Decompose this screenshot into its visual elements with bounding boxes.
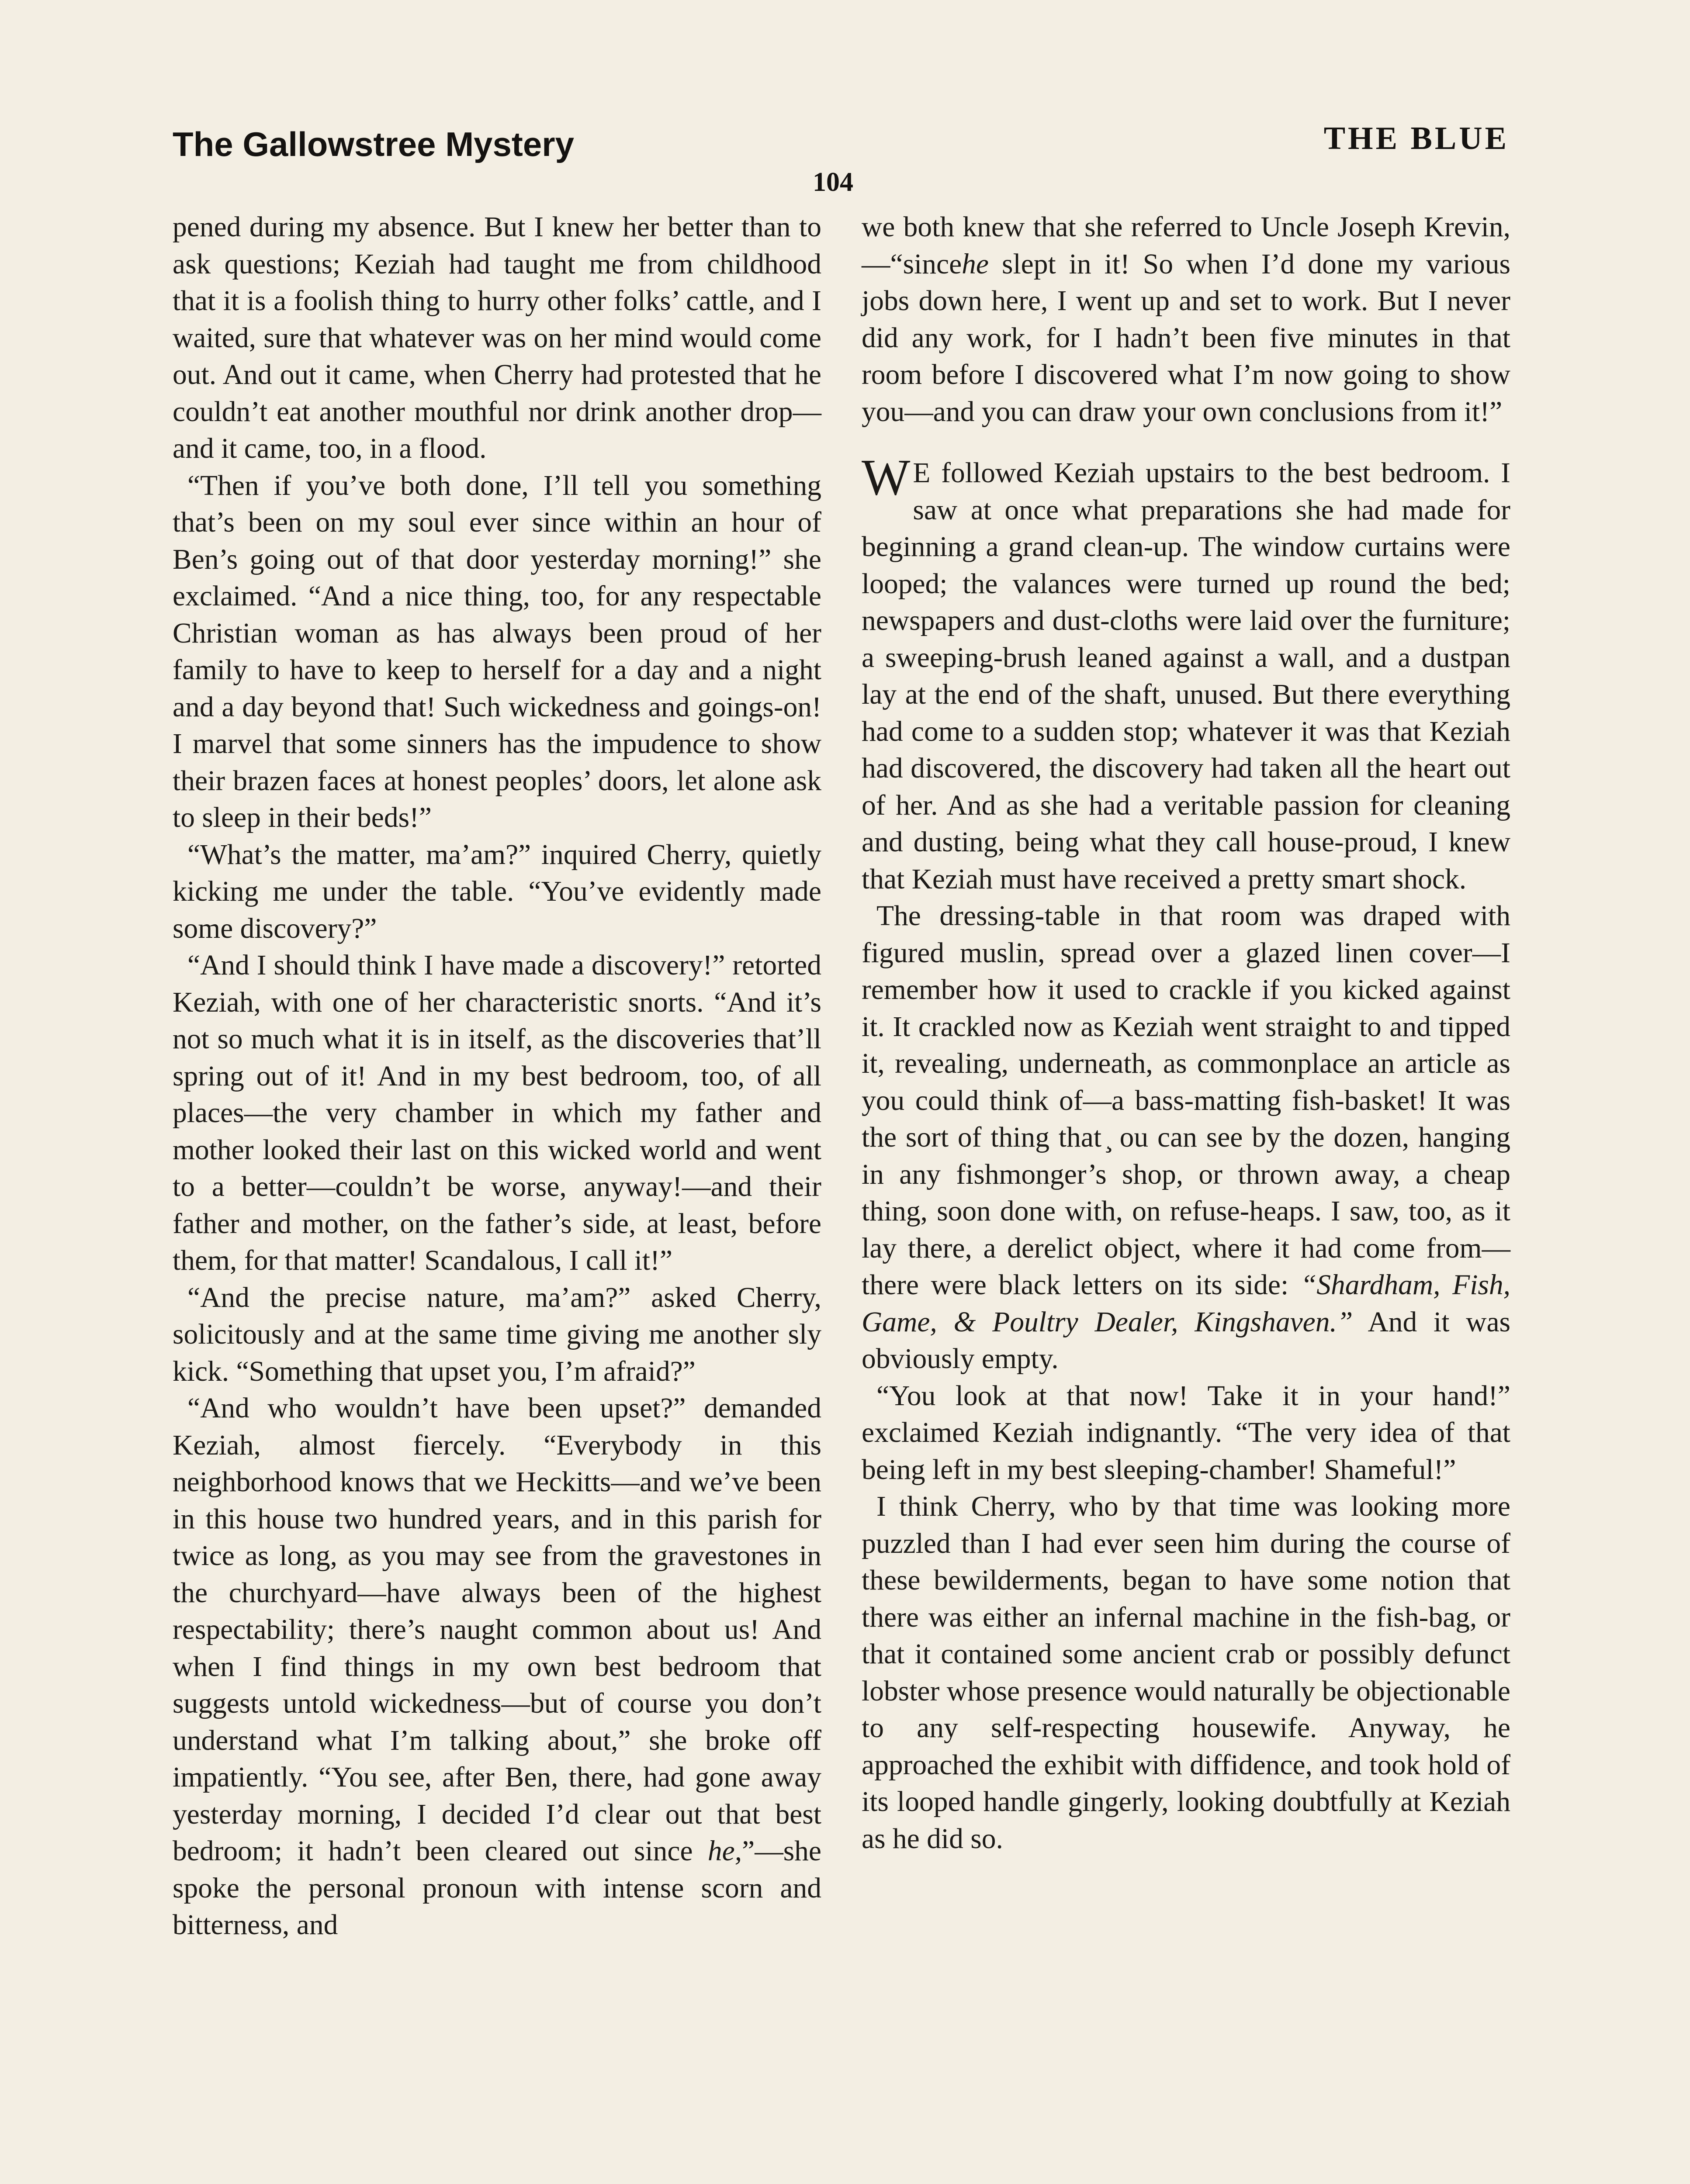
magazine-name: THE BLUE <box>1323 121 1509 156</box>
story-title: The Gallowstree Mystery <box>173 125 575 163</box>
right-column <box>862 209 1510 1857</box>
paragraph <box>862 209 1510 430</box>
paragraph: “You look at that now! Take it in your hand!” exclaimed Keziah indignantly. “The very idea of that being left in my best sleeping-chamber! Shameful!” <box>862 1380 1510 1486</box>
paragraph-text: The dressing-table in that room was draped with figured muslin, spread over a glazed linen cover—I remember how it used to crackle if you kicked against it. It crackled now as Keziah went straight to and tipped it, revealing, underneath, as commonplace an article as you could think of—a bass-matting fish-basket! It was the sort of thing that ̧ ou can see by the dozen, hanging in any fishmonger’s shop, or thrown away, a cheap thing, soon done with, on refuse-heaps. I saw, too, as it lay there, a derelict object, where it had come from—there were black letters on its side: <box>862 900 1510 1301</box>
paragraph-text: slept in it! So when I’d done my various jobs down here, I went up and set to work. But I never did any work, for I hadn’t been five minutes in that room before I discovered what I’m now going to show you—and you can draw your own conclusions from it!” <box>862 248 1511 428</box>
paragraph-text: we both knew that she referred to Uncle Joseph Krevin,—“since <box>862 211 1510 280</box>
paragraph: “And I should think I have made a discovery!” retorted Keziah, with one of her characteristic snorts. “And it’s not so much what it is in itself, as the discoveries that’ll spring out of it! And in my best bedroom, too, of all places—the very chamber in which my father and mother looked their last on this wicked world and went to a better—couldn’t be worse, anyway!—and their father and mother, on the father’s side, at least, before them, for that matter! Scandalous, I call it!” <box>173 950 821 1276</box>
paragraph: “What’s the matter, ma’am?” inquired Cherry, quietly kicking me under the table. “You’ve evidently made some discovery?” <box>173 839 821 944</box>
emphasis: “Shardham, Fish, Game, & Poultry Dealer, Kingshaven.” <box>862 1269 1511 1338</box>
paragraph <box>173 1390 821 1944</box>
paragraph: pened during my absence. But I knew her better than to ask questions; Keziah had taught me from childhood that it is a foolish thing to hurry other folks’ cattle, and I waited, sure that whatever was on her mind would come out. And out it came, when Cherry had protested that he couldn’t eat another mouthful nor drink another drop—and it came, too, in a flood. <box>173 211 821 464</box>
paragraph-text: “And who wouldn’t have been upset?” demanded Keziah, almost fiercely. “Everybody in this neighborhood knows that we Heckitts—and we’ve been in this house two hundred years, and in this parish for twice as long, as you may see from the gravestones in the churchyard—have always been of the highest respectability; there’s naught common about us! And when I find things in my own best bedroom that suggests untold wickedness—but of course you don’t understand what I’m talking about,” she broke off impatiently. “You see, after Ben, there, had gone away yesterday morning, I decided I’d clear out that best bedroom; it hadn’t been cleared out since <box>173 1393 821 1867</box>
paragraph: I think Cherry, who by that time was looking more puzzled than I had ever seen him during the course of these bewilderments, began to have some notion that there was either an infernal machine in the fish-bag, or that it contained some ancient crab or possibly defunct lobster whose presence would naturally be objectionable to any self-respecting housewife. Anyway, he approached the exhibit with diffidence, and took hold of its looped handle gingerly, looking doubtfully at Keziah as he did so. <box>862 1491 1510 1855</box>
drop-cap: W <box>862 449 911 506</box>
paragraph-text: ”—she spoke the personal pronoun with intense scorn and bitterness, and <box>173 1835 822 1941</box>
emphasis: he <box>962 248 989 280</box>
paragraph-text: And it was obviously empty. <box>862 1306 1510 1375</box>
paragraph: “And the precise nature, ma’am?” asked Cherry, solicitously and at the same time giving me another sly kick. “Something that upset you, I’m afraid?” <box>173 1282 821 1387</box>
paragraph <box>862 449 1510 898</box>
paragraph: “Then if you’ve both done, I’ll tell you something that’s been on my soul ever since within an hour of Ben’s going out of that door yesterday morning!” she exclaimed. “And a nice thing, too, for any respectable Christian woman as has always been proud of her family to have to keep to herself for a day and a night and a day beyond that! Such wickedness and goings-on! I marvel that some sinners has the impudence to show their brazen faces at honest peoples’ doors, let alone ask to sleep in their beds!” <box>173 470 821 833</box>
page-number: 104 <box>813 167 853 197</box>
left-column <box>173 209 821 1944</box>
paragraph <box>862 898 1510 1378</box>
paragraph-text: E followed Keziah upstairs to the best bedroom. I saw at once what preparations she had made for beginning a grand clean-up. The window curtains were looped; the valances were turned up round the bed; newspapers and dust-cloths were laid over the furniture; a sweeping-brush leaned against a wall, and a dustpan lay at the end of the shaft, unused. But there everything had come to a sudden stop; whatever it was that Keziah had discovered, the discovery had taken all the heart out of her. And as she had a veritable passion for cleaning and dusting, being what they call house-proud, I knew that Keziah must have received a pretty smart shock. <box>862 457 1510 895</box>
emphasis: he, <box>707 1835 742 1867</box>
